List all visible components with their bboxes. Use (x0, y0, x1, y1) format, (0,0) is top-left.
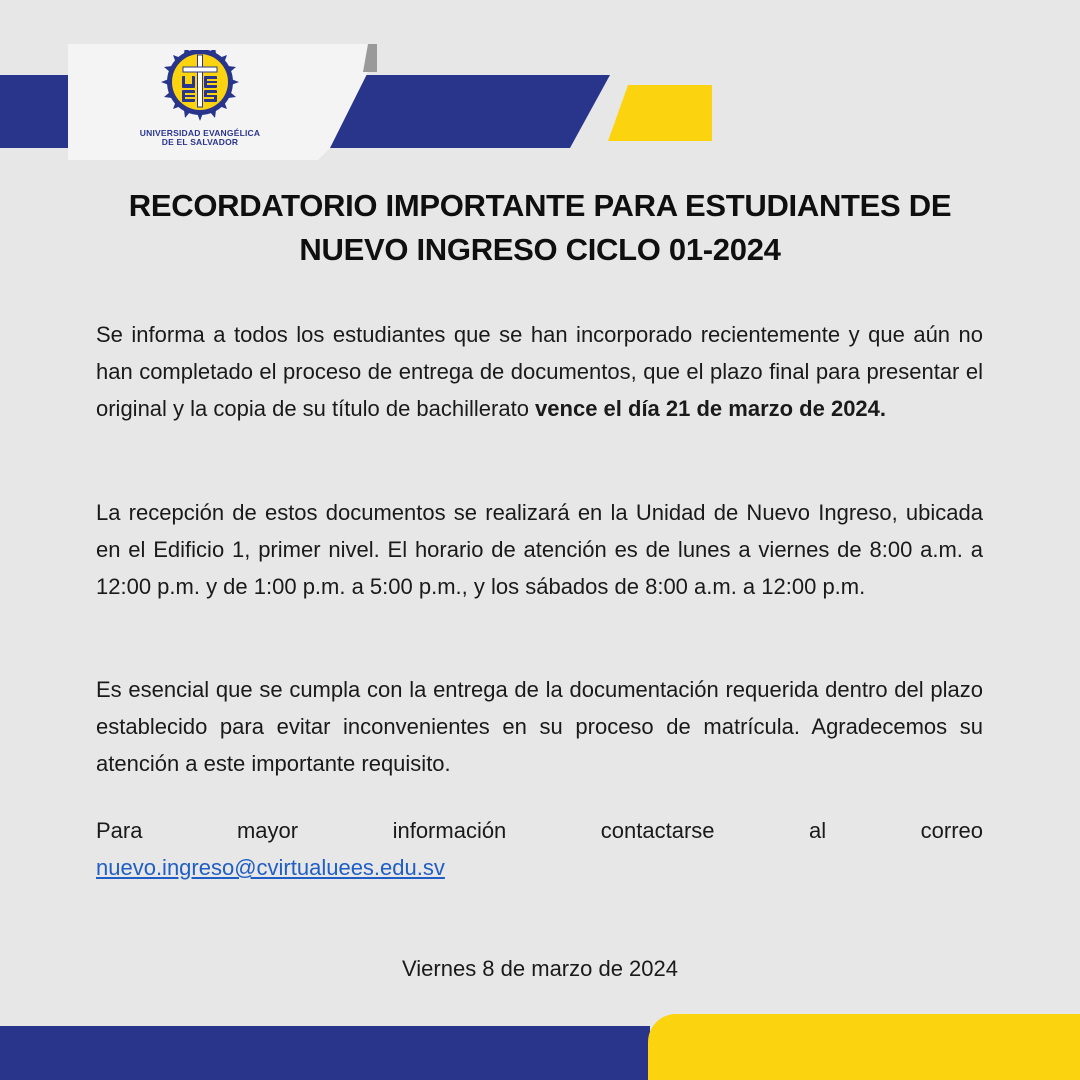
paragraph-location-schedule: La recepción de estos documentos se realizará en la Unidad de Nuevo Ingreso, ubicada en el Edificio 1, primer nivel. El horario de atención es de lunes a viernes de 8:00 a.m. a 12:00 p.m. y de 1:00 p.m. a 5:00 p.m., y los sábados de 8:00 a.m. a 12:00 p.m. (96, 500, 983, 599)
paragraph-deadline (96, 316, 983, 427)
university-name-line2: DE EL SALVADOR (161, 137, 239, 147)
university-name (130, 129, 270, 147)
header-banner (0, 0, 1080, 170)
title-line2: NUEVO INGRESO CICLO 01-2024 (299, 232, 781, 267)
footer-blue-band (0, 1026, 650, 1080)
publication-date: Viernes 8 de marzo de 2024 (402, 956, 678, 981)
university-logo (130, 50, 270, 150)
contact-text: Para mayor información contactarse al correo (96, 818, 983, 843)
university-name-line1: UNIVERSIDAD EVANGÉLICA (139, 128, 261, 138)
logo-emblem (130, 50, 270, 130)
contact-email-link[interactable]: nuevo.ingreso@cvirtualuees.edu.sv (96, 855, 445, 880)
footer-yellow-band (648, 1014, 1080, 1080)
header-yellow-band (608, 85, 712, 141)
page-title (70, 184, 1010, 272)
paragraph-contact (96, 812, 983, 886)
paragraph-deadline-text: Se informa a todos los estudiantes que se han incorporado recientemente y que aún no han completado el proceso de entrega de documentos, que el plazo final para presentar el original y la copia de su título de bachillerato (96, 322, 983, 421)
paragraph-importance: Es esencial que se cumpla con la entrega de la documentación requerida dentro del plazo establecido para evitar inconvenientes en su proceso de matrícula. Agradecemos su atención a este importante requisito. (96, 677, 983, 776)
title-line1: RECORDATORIO IMPORTANTE PARA ESTUDIANTES DE (128, 188, 952, 223)
deadline-highlight: vence el día 21 de marzo de 2024. (535, 396, 887, 421)
